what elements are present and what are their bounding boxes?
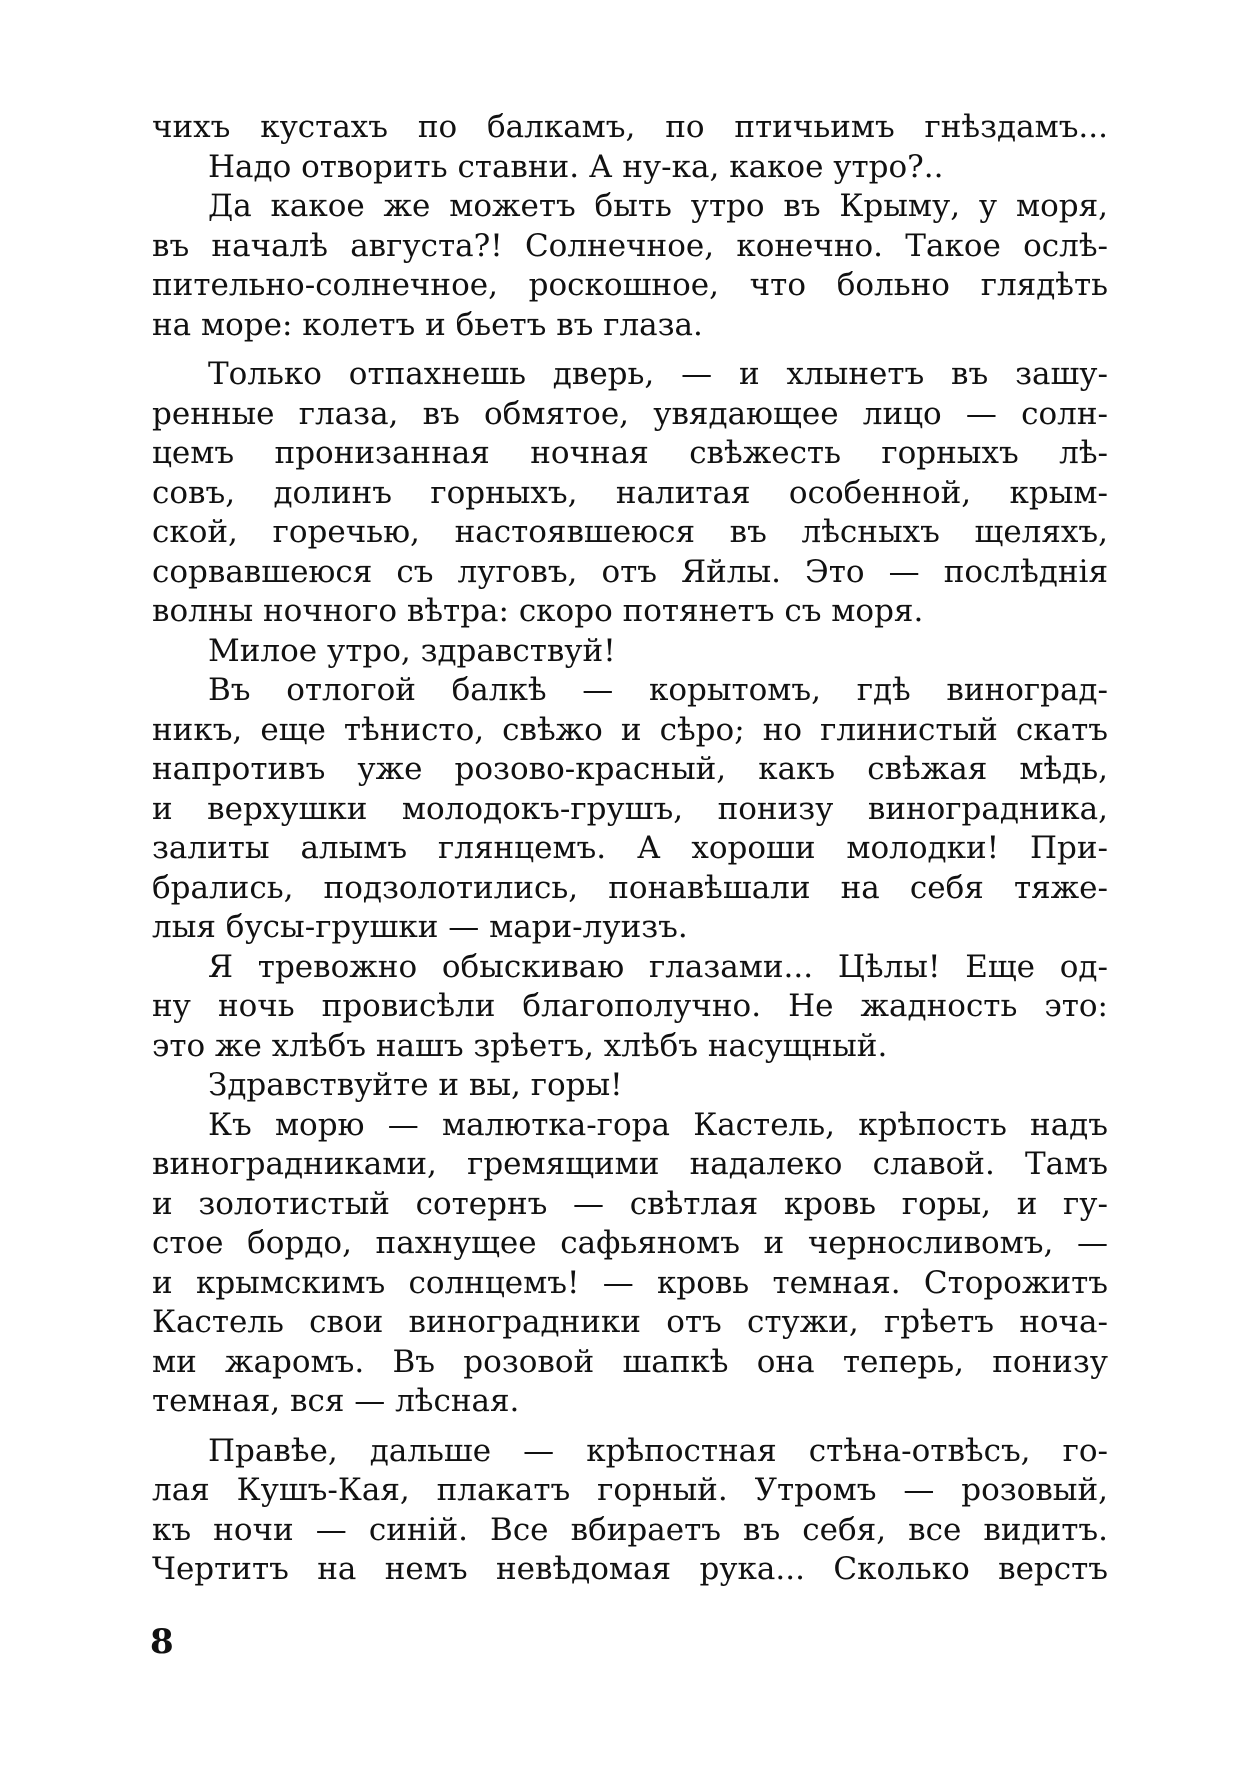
text-line: Кастель свои виноградники отъ стужи, грѣетъ ноча- [152, 1304, 1108, 1340]
text-line: брались, подзолотились, понавѣшали на себя тяже- [152, 869, 1108, 906]
text-line: и крымскимъ солнцемъ! — кровь темная. Сторожитъ [152, 1264, 1108, 1301]
text-line: никъ, еще тѣнисто, свѣжо и сѣро; но глинистый скатъ [152, 711, 1108, 748]
text-line: Здравствуйте и вы, горы! [208, 1067, 623, 1103]
text-line: на море: колетъ и бьетъ въ глаза. [152, 306, 703, 343]
text-line: Только отпахнешь дверь, — и хлынетъ въ зашу- [208, 356, 1108, 392]
text-line: чихъ кустахъ по балкамъ, по птичьимъ гнѣздамъ... [152, 109, 1108, 145]
text-line: цемъ пронизанная ночная свѣжесть горныхъ лѣ- [152, 435, 1108, 471]
text-line: волны ночного вѣтра: скоро потянетъ съ моря. [152, 593, 924, 629]
text-line: пительно-солнечное, роскошное, что больно глядѣть [152, 267, 1108, 303]
text-line: это же хлѣбъ нашъ зрѣетъ, хлѣбъ насущный. [152, 1027, 888, 1064]
text-line: стое бордо, пахнущее сафьяномъ и черносливомъ, — [152, 1225, 1108, 1261]
text-line: Правѣе, дальше — крѣпостная стѣна-отвѣсъ, го- [208, 1432, 1108, 1469]
text-line: Въ отлогой балкѣ — корытомъ, гдѣ виноград- [208, 672, 1108, 708]
text-line: и верхушки молодокъ-грушъ, понизу виноградника, [152, 790, 1108, 827]
text-line: Чертитъ на немъ невѣдомая рука... Сколько верстъ [152, 1551, 1108, 1587]
text-line: ской, горечью, настоявшеюся въ лѣсныхъ щеляхъ, [152, 514, 1108, 550]
text-line: ренные глаза, въ обмятое, увядающее лицо — солн- [152, 395, 1108, 432]
text-line: Я тревожно обыскиваю глазами... Цѣлы! Еще од- [208, 948, 1108, 985]
text-line: виноградниками, гремящими надалеко славой. Тамъ [152, 1146, 1108, 1182]
text-line: ми жаромъ. Въ розовой шапкѣ она теперь, понизу [152, 1343, 1108, 1380]
text-line: лая Кушъ-Кая, плакатъ горный. Утромъ — розовый, [152, 1472, 1108, 1508]
text-line: къ ночи — синій. Все вбираетъ въ себя, все видитъ. [152, 1511, 1108, 1548]
page-number: 8 [150, 1622, 174, 1662]
text-line: залиты алымъ глянцемъ. А хороши молодки! При- [152, 830, 1108, 866]
text-line: темная, вся — лѣсная. [152, 1383, 520, 1419]
text-line: лыя бусы-грушки — мари-луизъ. [152, 909, 688, 945]
text-line: Надо отворить ставни. А ну-ка, какое утро?.. [208, 148, 944, 185]
text-line: напротивъ уже розово-красный, какъ свѣжая мѣдь, [152, 751, 1108, 787]
text-line: Милое утро, здравствуй! [208, 632, 616, 669]
text-line: совъ, долинъ горныхъ, налитая особенной, крым- [152, 474, 1108, 511]
text-line: въ началѣ августа?! Солнечное, конечно. Такое ослѣ- [152, 227, 1108, 264]
text-line: ну ночь провисѣли благополучно. Не жадность это: [152, 988, 1108, 1024]
text-line: Къ морю — малютка-гора Кастель, крѣпость надъ [208, 1106, 1108, 1143]
text-line: Да какое же можетъ быть утро въ Крыму, у моря, [208, 188, 1108, 224]
text-line: и золотистый сотернъ — свѣтлая кровь горы, и гу- [152, 1185, 1108, 1222]
text-line: сорвавшеюся съ луговъ, отъ Яйлы. Это — послѣднія [152, 553, 1108, 590]
body-text [152, 108, 1108, 1590]
